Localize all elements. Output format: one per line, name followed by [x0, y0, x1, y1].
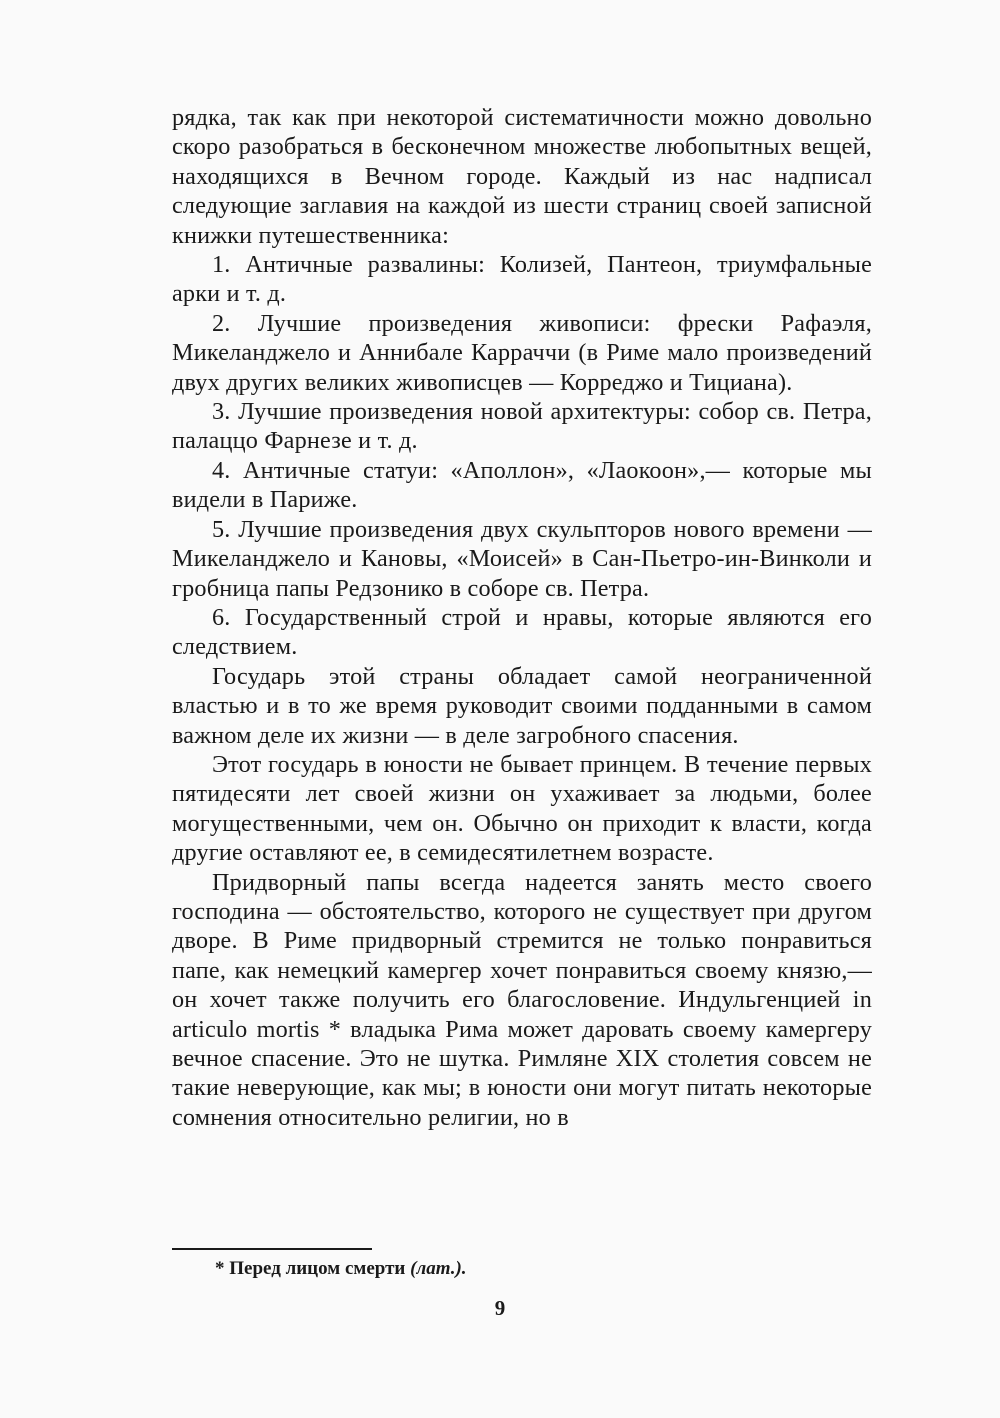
footnote-marker: * — [215, 1258, 225, 1279]
list-item-2: 2. Лучшие произведения живописи: фрески Рафаэля, Микеланджело и Аннибале Карраччи (в Риме мало произведений двух других великих живописцев — Корреджо и Тициана). — [172, 309, 872, 396]
footnote-language: (лат.). — [410, 1258, 467, 1279]
list-item-5: 5. Лучшие произведения двух скульпторов нового времени — Микеланджело и Кановы, «Моисей» в Сан-Пьетро-ин-Винколи и гробница папы Редзонико в соборе св. Петра. — [172, 515, 872, 602]
paragraph-continued: рядка, так как при некоторой систематичности можно довольно скоро разобраться в бесконечном множестве любопытных вещей, находящихся в Вечном городе. Каждый из нас надписал следующие заглавия на каждой из шести страниц своей записной книжки путешественника: — [172, 104, 872, 249]
list-item-3: 3. Лучшие произведения новой архитектуры: собор св. Петра, палаццо Фарнезе и т. д. — [172, 398, 872, 455]
main-text — [172, 103, 872, 1132]
list-item-4: 4. Античные статуи: «Аполлон», «Лаокоон»,— которые мы видели в Париже. — [172, 456, 872, 514]
paragraph-youth: Этот государь в юности не бывает принцем. В течение первых пятидесяти лет своей жизни он ухаживает за людьми, более могущественными, чем он. Обычно он приходит к власти, когда другие оставляют ее, в семидесятилетнем возрасте. — [172, 750, 872, 867]
list-item-6: 6. Государственный строй и нравы, которые являются его следствием. — [172, 603, 872, 661]
footnote-text: Перед лицом смерти — [229, 1258, 406, 1279]
page-number: 9 — [494, 1296, 506, 1320]
list-item-1: 1. Античные развалины: Колизей, Пантеон, триумфальные арки и т. д. — [172, 251, 872, 308]
paragraph-sovereign: Государь этой страны обладает самой неограниченной властью и в то же время руководит своими подданными в самом важном деле их жизни — в деле загробного спасения. — [172, 662, 872, 749]
footnote — [215, 1256, 815, 1282]
footnote-divider — [172, 1248, 372, 1250]
paragraph-courtier: Придворный папы всегда надеется занять место своего господина — обстоятельство, которого не существует при другом дворе. В Риме придворный стремится не только понравиться папе, как немецкий камергер хочет понравиться своему князю,— он хочет также получить его благословение. Индульгенцией in articulo mortis * владыка Рима может даровать своему камергеру вечное спасение. Это не шутка. Римляне XIX столетия совсем не такие неверующие, как мы; в юности они могут питать некоторые сомнения относительно религии, но в — [172, 868, 872, 1131]
